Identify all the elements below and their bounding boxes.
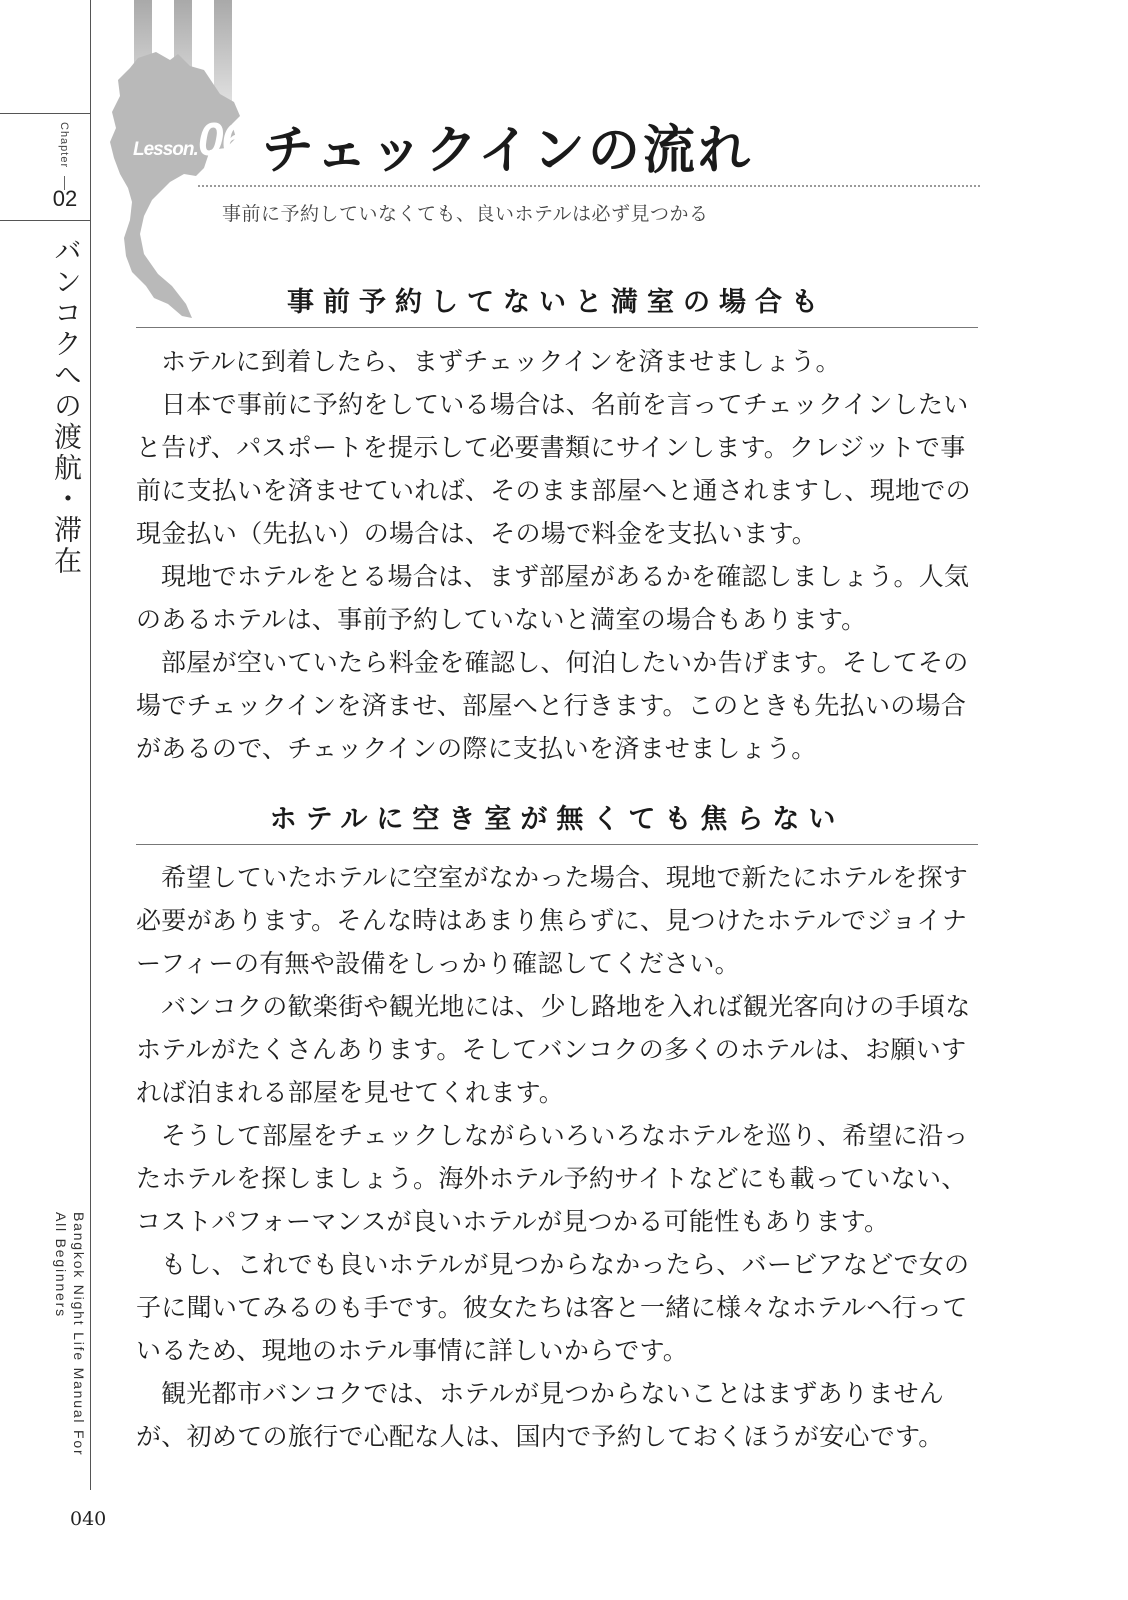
chapter-title: バンコクへの渡航・滞在: [50, 236, 83, 577]
lesson-label: Lesson.: [133, 139, 198, 160]
paragraph: そうして部屋をチェックしながらいろいろなホテルを巡り、希望に沿ったホテルを探しましょう。海外ホテル予約サイトなどにも載っていない、コストパフォーマンスが良いホテルが見つかる可能性もあります。: [136, 1121, 969, 1236]
paragraph: もし、これでも良いホテルが見つからなかったら、バービアなどで女の子に聞いてみるのも手です。彼女たちは客と一緒に様々なホテルへ行っているため、現地のホテル事情に詳しいからです。: [136, 1250, 970, 1365]
paragraph: 観光都市バンコクでは、ホテルが見つからないことはまずありませんが、初めての旅行で心配な人は、国内で予約しておくほうが安心です。: [136, 1379, 945, 1451]
chapter-number: 02: [52, 186, 78, 211]
page-number: 040: [70, 1508, 107, 1530]
page-subtitle: 事前に予約していなくても、良いホテルは必ず見つかる: [222, 203, 709, 225]
section-divider: [136, 327, 978, 328]
paragraph: 日本で事前に予約をしている場合は、名前を言ってチェックインしたいと告げ、パスポートを提示して必要書類にサインします。クレジットで事前に支払いを済ませていれば、そのまま部屋へと通されますし、現地での現金払い（先払い）の場合は、その場で料金を支払います。: [136, 390, 971, 548]
series-title: Bangkok Night Life Manual For All Beginners: [53, 1212, 87, 1457]
section-body: [136, 340, 978, 770]
paragraph: 部屋が空いていたら料金を確認し、何泊したいか告げます。そしてその場でチェックインを済ませ、部屋へと行きます。このときも先払いの場合があるので、チェックインの際に支払いを済ませましょう。: [136, 648, 969, 763]
section-body: [136, 856, 978, 1458]
paragraph: ホテルに到着したら、まずチェックインを済ませましょう。: [161, 347, 841, 376]
page-title: チェックインの流れ: [262, 121, 753, 181]
margin-rule-top: [0, 113, 91, 114]
paragraph: バンコクの歓楽街や観光地には、少し路地を入れば観光客向けの手頃なホテルがたくさんあります。そしてバンコクの多くのホテルは、お願いすれば泊まれる部屋を見せてくれます。: [136, 992, 971, 1107]
chapter-label: Chapter: [58, 122, 70, 169]
section-divider: [136, 844, 978, 845]
paragraph: 現地でホテルをとる場合は、まず部屋があるかを確認しましょう。人気のあるホテルは、事前予約していないと満室の場合もあります。: [136, 562, 970, 634]
section-heading: 事前予約してないと満室の場合も: [287, 287, 827, 318]
title-divider: [198, 185, 980, 187]
margin-rule-bottom: [0, 220, 91, 221]
section-heading: ホテルに空き室が無くても焦らない: [269, 804, 845, 835]
lesson-badge: [133, 112, 245, 166]
lesson-number: 06: [197, 113, 245, 165]
paragraph: 希望していたホテルに空室がなかった場合、現地で新たにホテルを探す必要があります。そんな時はあまり焦らずに、見つけたホテルでジョイナーフィーの有無や設備をしっかり確認してください。: [136, 863, 969, 978]
margin-rule-vertical: [90, 0, 91, 1490]
